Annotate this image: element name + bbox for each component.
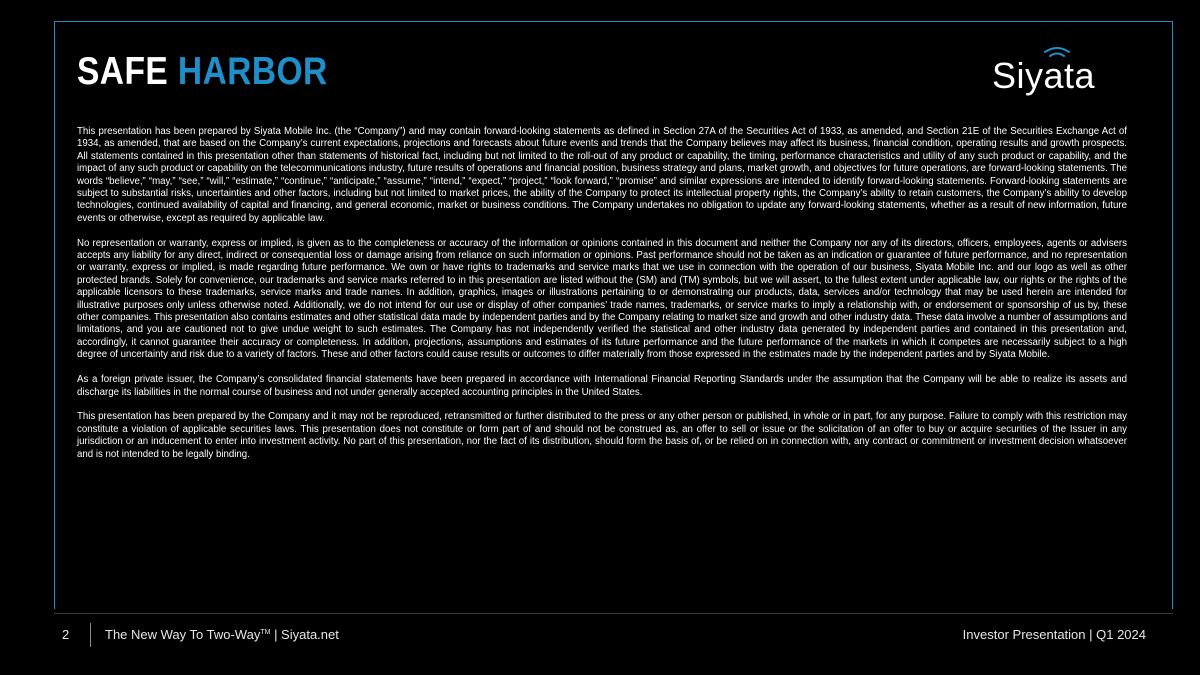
paragraph-no-representation: No representation or warranty, express or implied, is given as to the completeness or accuracy of the information or opinions contained in this document and neither the Company nor any of its directors, officers, employees, agents or advisers accepts any liability for any direct, indirect or consequential loss or damage arising from reliance on such information or opinions. Past performance should not be taken as an indication or guarantee of future performance, and no representation or warranty, express or implied, is made regarding future performance. We own or have rights to trademarks and service marks that we use in connection with the operation of our business, Siyata Mobile Inc. and our logo as well as other protected brands. Solely for convenience, our trademarks and service marks referred to in this presentation are listed without the (SM) and (TM) symbols, but we will assert, to the fullest extent under applicable law, our rights or the rights of the applicable licensors to these trademarks, service marks and trade names. In addition, graphics, images or illustrations pertaining to or demonstrating our products, data, services and/or technology that may be used herein are intended for illustrative purposes only unless otherwise noted. Additionally, we do not intend for our use or display of other companies’ trade names, trademarks, or service marks to imply a relationship with, or endorsement or sponsorship of us by, these other companies. This presentation also contains estimates and other statistical data made by independent parties and by the Company relating to market size and growth and other industry data. These data involve a number of assumptions and limitations, and you are cautioned not to give undue weight to such estimates. The Company has not independently verified the statistical and other industry data generated by independent parties and contained in this presentation and, accordingly, it cannot guarantee their accuracy or completeness. In addition, projections, assumptions and estimates of its future performance and the future performance of the markets in which it competes are necessarily subject to a high degree of uncertainty and risk due to a variety of factors. These and other factors could cause results or outcomes to differ materially from those expressed in the estimates made by the independent parties and by Siyata Mobile.: [77, 237, 1127, 361]
footer-presentation-label: Investor Presentation | Q1 2024: [962, 627, 1146, 642]
paragraph-forward-looking: This presentation has been prepared by Siyata Mobile Inc. (the “Company”) and may contain forward-looking statements as defined in Section 27A of the Securities Act of 1933, as amended, and Section 21E of the Securities Exchange Act of 1934, as amended, that are based on the Company’s current expectations, projections and forecasts about future events and trends that the Company believes may affect its business, financial condition, operating results and growth prospects. All statements contained in this presentation other than statements of historical fact, including but not limited to the roll-out of any product or capability, the timing, performance characteristics and utility of any such product or capability, and the impact of any such product or capability on the telecommunications industry, future results of operations and financial position, business strategy and plans, market growth, and objectives for future operations, are forward-looking statements. The words “believe,” “may,” “see,” “will,” “estimate,” “continue,” “anticipate,” “assume,” “intend,” “expect,” “project,” “look forward,” “promise” and similar expressions are intended to identify forward-looking statements. Forward-looking statements are subject to substantial risks, uncertainties and other factors, including but not limited to market prices, the ability of the Company to protect its intellectual property rights, the Company’s ability to retain customers, the Company’s ability to develop technologies, continued availability of capital and financing, and general economic, market or business conditions. The Company undertakes no obligation to update any forward-looking statements, whether as a result of new information, future events or otherwise, except as required by applicable law.: [77, 126, 1127, 224]
logo-text: Siyata: [992, 55, 1096, 96]
tagline-text: The New Way To Two-Way: [105, 627, 261, 642]
trademark-mark: TM: [260, 629, 271, 636]
page-number: 2: [62, 627, 70, 642]
footer-tagline: [105, 626, 339, 644]
footer-divider: [90, 623, 91, 647]
paragraph-foreign-issuer: As a foreign private issuer, the Company’s consolidated financial statements have been prepared in accordance with International Financial Reporting Standards under the assumption that the Company will be able to realize its assets and discharge its liabilities in the normal course of business and not under generally accepted accounting principles in the United States.: [77, 374, 1127, 398]
page-title: [77, 48, 328, 96]
footer-divider-line: [54, 613, 1173, 614]
title-word-harbor: HARBOR: [177, 50, 328, 93]
paragraph-distribution: This presentation has been prepared by the Company and it may not be reproduced, retransmitted or further distributed to the press or any other person or published, in whole or in part, for any purpose. Failure to comply with this restriction may constitute a violation of applicable securities laws. This presentation does not constitute or form part of and should not be construed as, an offer to sell or issue or the solicitation of an offer to buy or acquire securities of the Issuer in any jurisdiction or an inducement to enter into investment activity. No part of this presentation, nor the fact of its distribution, should form the basis of, or be relied on in connection with, any contract or commitment or investment decision whatsoever and is not intended to be legally binding.: [77, 411, 1127, 460]
siyata-logo: [992, 46, 1122, 96]
safe-harbor-body: [77, 126, 1127, 473]
title-word-safe: SAFE: [77, 50, 169, 93]
footer: [62, 626, 1146, 646]
footer-site: | Siyata.net: [274, 627, 339, 642]
